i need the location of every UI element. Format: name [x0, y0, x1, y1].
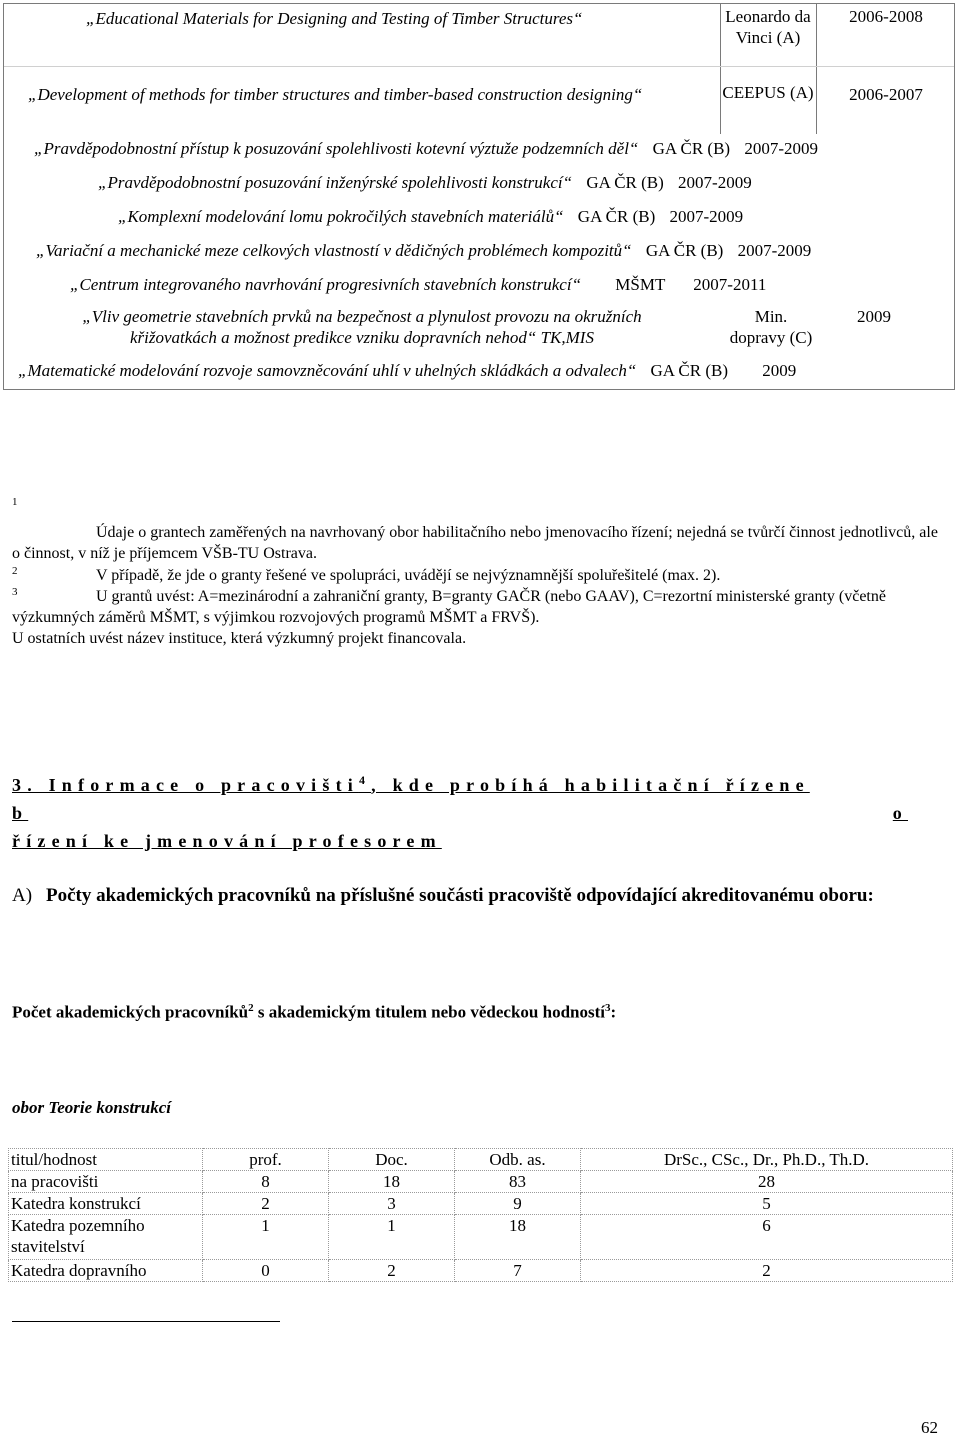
page-number: 62 [921, 1418, 938, 1437]
column-divider [816, 4, 817, 134]
staff-count-table [8, 1148, 953, 1282]
projects-table-body [4, 4, 955, 390]
project-title: „Pravděpodobnostní přístup k posuzování spolehlivosti kotevní výztuže podzemních děl“ [34, 139, 639, 158]
project-title-line: „Vliv geometrie stavebních prvků na bezpečnost a plynulost provozu na okružních [82, 307, 642, 326]
section-3-line: b o [12, 803, 908, 823]
table-cell: 7 [455, 1260, 581, 1282]
project-row [18, 360, 796, 381]
project-agency: GA ČR (B) [586, 173, 664, 192]
footnote-separator-rule [12, 1321, 280, 1322]
project-years: 2009 [762, 361, 797, 380]
project-agency [716, 306, 826, 348]
footnote-number: 2 [12, 565, 18, 577]
project-years: 2006-2008 [849, 7, 923, 26]
project-row [34, 138, 818, 159]
project-years: 2007-2009 [744, 139, 819, 158]
project-agency: GA ČR (B) [645, 241, 724, 260]
table-cell: Katedra pozemního stavitelství [9, 1215, 203, 1260]
table-cell: 0 [203, 1260, 329, 1282]
project-title: „Educational Materials for Designing and Testing of Timber Structures“ [86, 9, 583, 28]
section-a-label: A) [12, 885, 33, 906]
project-years: 2007-2009 [678, 173, 752, 192]
project-title: „Pravděpodobnostní posuzování inženýrské spolehlivosti konstrukcí“ [98, 173, 573, 192]
project-row [98, 172, 752, 193]
project-agency: GA ČR (B) [577, 207, 656, 226]
project-agency: Leonardo da Vinci (A) [725, 7, 811, 47]
project-years: 2007-2009 [737, 241, 812, 260]
footnote-text: U ostatních uvést název instituce, která výzkumný projekt financovala. [12, 630, 467, 647]
column-divider [720, 4, 721, 134]
table-cell: 18 [329, 1171, 455, 1193]
project-title: „Komplexní modelování lomu pokročilých stavebních materiálů“ [118, 207, 564, 226]
project-title-line: křižovatkách a možnost predikce vzniku dopravních nehod“ TK,MIS [130, 328, 594, 347]
project-agency: MŠMT [615, 275, 666, 294]
table-cell: 5 [581, 1193, 953, 1215]
table-row [9, 1193, 953, 1215]
project-agency: GA ČR (B) [652, 139, 731, 158]
project-row [36, 240, 811, 261]
project-row [118, 206, 743, 227]
section-3-line: 3. Informace o pracovišti$^4$, kde probíhá habilitační řízene [12, 773, 810, 795]
count-heading: Počet akademických pracovníků$^2$ s akademickým titulem nebo vědeckou hodností$^3$: [12, 1002, 617, 1022]
project-years: 2009 [857, 307, 891, 326]
table-cell: 2 [203, 1193, 329, 1215]
project-agency-line: Min. [754, 307, 788, 326]
row-divider [4, 66, 954, 67]
table-cell: 1 [203, 1215, 329, 1260]
table-header-cell: prof. [203, 1149, 329, 1171]
footnote-2 [12, 565, 948, 586]
table-cell: na pracovišti [9, 1171, 203, 1193]
projects-table [3, 3, 955, 390]
project-years: 2007-2009 [669, 207, 744, 226]
table-cell: 9 [455, 1193, 581, 1215]
project-title: „Variační a mechanické meze celkových vlastností v dědičných problémech kompozitů“ [36, 241, 632, 260]
footnote-1 [12, 494, 948, 564]
footnote-text: U grantů uvést: A=mezinárodní a zahraniční granty, B=granty GAČR (nebo GAAV), C=rezortní ministerské granty (včetně výzkumných záměrů MŠMT, s výjimkou rozvojových programů MŠMT a FRVŠ). [12, 588, 886, 626]
project-title [4, 306, 720, 348]
section-a-text: Počty akademických pracovníků na příslušné součásti pracoviště odpovídající akreditovanému oboru: [46, 885, 874, 906]
project-years: 2006-2007 [849, 85, 923, 104]
project-title: „Development of methods for timber structures and timber-based construction designing“ [28, 85, 643, 104]
table-header-cell: DrSc., CSc., Dr., Ph.D., Th.D. [581, 1149, 953, 1171]
table-cell: 18 [455, 1215, 581, 1260]
table-cell: 2 [581, 1260, 953, 1282]
section-3-heading [12, 766, 908, 855]
table-header-cell: Odb. as. [455, 1149, 581, 1171]
project-agency: CEEPUS (A) [722, 83, 814, 102]
table-cell: 2 [329, 1260, 455, 1282]
project-agency-line: dopravy (C) [729, 328, 813, 347]
table-cell: 28 [581, 1171, 953, 1193]
project-title: „Centrum integrovaného navrhování progresivních stavebních konstrukcí“ [70, 275, 582, 294]
table-cell: Katedra konstrukcí [9, 1193, 203, 1215]
table-cell: 8 [203, 1171, 329, 1193]
table-cell: 6 [581, 1215, 953, 1260]
project-years: 2007-2011 [693, 275, 767, 294]
field-name: obor Teorie konstrukcí [12, 1098, 172, 1117]
section-3-line: řízení ke jmenování profesorem [12, 831, 442, 851]
footnote-text: V případě, že jde o granty řešené ve spolupráci, uvádějí se nejvýznamnější spoluřešitelé (max. 2). [96, 567, 721, 584]
project-title: „Matematické modelování rozvoje samovzněcování uhlí v uhelných skládkách a odvalech“ [18, 361, 637, 380]
table-row [9, 1171, 953, 1193]
project-row [70, 274, 766, 295]
table-header-cell: titul/hodnost [9, 1149, 203, 1171]
project-agency: GA ČR (B) [650, 361, 728, 380]
table-row [9, 1215, 953, 1260]
table-cell: Katedra dopravního [9, 1260, 203, 1282]
footnote-number: 3 [12, 586, 18, 598]
table-header-cell: Doc. [329, 1149, 455, 1171]
footnote-text: Údaje o grantech zaměřených na navrhovaný obor habilitačního nebo jmenovacího řízení; nejedná se tvůrčí činnost jednotlivců, ale o činnost, v níž je příjemcem VŠB-TU Ostrava. [12, 524, 938, 562]
table-cell: 83 [455, 1171, 581, 1193]
table-cell: 3 [329, 1193, 455, 1215]
table-cell: 1 [329, 1215, 455, 1260]
footnote-3 [12, 586, 948, 649]
footnote-number: 1 [12, 496, 18, 508]
table-header-row [9, 1149, 953, 1171]
table-row [9, 1260, 953, 1282]
section-a-heading [12, 882, 952, 909]
